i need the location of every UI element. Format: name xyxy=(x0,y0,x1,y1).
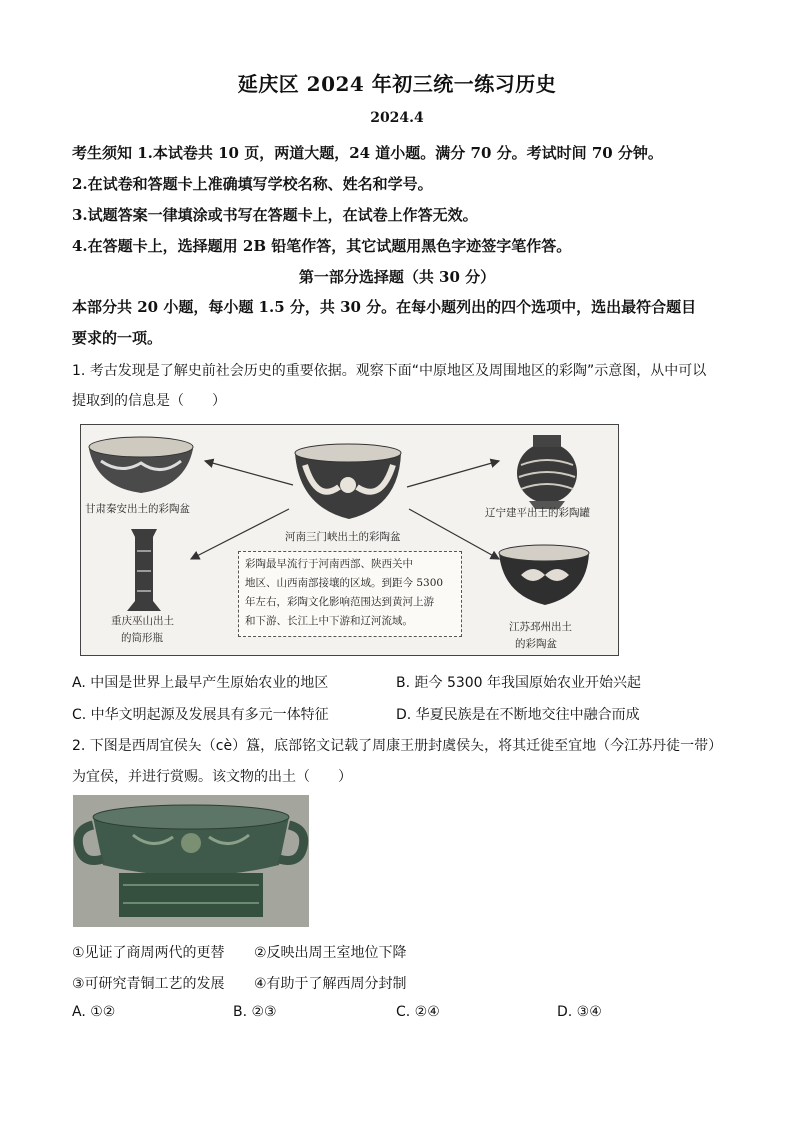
bronze-gui-photo xyxy=(73,795,309,927)
note-line: 彩陶最早流行于河南西部、陕西关中 xyxy=(245,558,413,570)
instruction-4: 4.在答题卡上，选择题用 2B 铅笔作答，其它试题用黑色字迹签字笔作答。 xyxy=(72,237,572,255)
jiangsu-basin-icon xyxy=(499,545,589,605)
exam-title: 延庆区 2024 年初三统一练习历史 xyxy=(237,72,557,96)
pottery-diagram xyxy=(80,424,619,656)
caption-jiangsu-line1: 江苏邳州出土 xyxy=(509,621,572,633)
q1-option-c[interactable]: C. 中华文明起源及发展具有多元一体特征 xyxy=(72,707,329,723)
q1-option-a[interactable]: A. 中国是世界上最早产生原始农业的地区 xyxy=(72,675,329,691)
pottery-note-box xyxy=(238,551,462,637)
instruction-3: 3.试题答案一律填涂或书写在答题卡上，在试卷上作答无效。 xyxy=(72,206,478,224)
chongqing-vase-icon xyxy=(127,529,161,611)
q1-option-b[interactable]: B. 距今 5300 年我国原始农业开始兴起 xyxy=(396,675,642,691)
q2-statement-3: ③可研究青铜工艺的发展 xyxy=(72,976,225,992)
arrow-to-gansu xyxy=(205,461,293,485)
q1-option-d[interactable]: D. 华夏民族是在不断地交往中融合而成 xyxy=(396,707,640,723)
part1-desc-line2: 要求的一项。 xyxy=(72,329,163,347)
q2-stem-line1: 2. 下图是西周宜侯夨（cè）簋，底部铭文记载了周康王册封虞侯夨，将其迁徙至宜地（今江苏丹徒一带） xyxy=(72,738,723,754)
q2-statement-4: ④有助于了解西周分封制 xyxy=(254,976,407,992)
liaoning-jar-icon xyxy=(517,435,577,509)
note-line: 地区、山西南部接壤的区域。到距今 5300 xyxy=(245,577,444,589)
caption-chongqing-line1: 重庆巫山出土 xyxy=(111,615,174,627)
instruction-1: 考生须知 1.本试卷共 10 页，两道大题，24 道小题。满分 70 分。考试时间 70 分钟。 xyxy=(72,144,663,162)
part1-heading: 第一部分选择题（共 30 分） xyxy=(298,268,496,286)
q2-option-d[interactable]: D. ③④ xyxy=(557,1004,602,1020)
q2-statement-2: ②反映出周王室地位下降 xyxy=(254,945,407,961)
caption-jiangsu-line2: 的彩陶盆 xyxy=(515,638,557,650)
q2-statement-1: ①见证了商周两代的更替 xyxy=(72,945,225,961)
q2-option-a[interactable]: A. ①② xyxy=(72,1004,116,1020)
q2-option-c[interactable]: C. ②④ xyxy=(396,1004,440,1020)
part1-desc-line1: 本部分共 20 小题，每小题 1.5 分，共 30 分。在每小题列出的四个选项中，选出最符合题目 xyxy=(72,298,697,316)
note-line: 和下游、长江上中下游和辽河流域。 xyxy=(245,615,413,627)
caption-henan: 河南三门峡出土的彩陶盆 xyxy=(285,531,401,543)
q1-stem-line2: 提取到的信息是（ ） xyxy=(72,393,226,409)
caption-chongqing-line2: 的筒形瓶 xyxy=(121,632,163,644)
gansu-basin-icon xyxy=(89,437,193,493)
henan-basin-icon xyxy=(295,444,401,519)
q2-stem-line2: 为宜侯，并进行赏赐。该文物的出土（ ） xyxy=(72,769,352,785)
q2-option-b[interactable]: B. ②③ xyxy=(233,1004,277,1020)
bronze-gui-illustration xyxy=(73,795,309,927)
exam-date: 2024.4 xyxy=(370,110,424,126)
caption-liaoning: 辽宁建平出土的彩陶罐 xyxy=(485,507,590,519)
note-line: 年左右，彩陶文化影响范围达到黄河上游 xyxy=(245,596,434,608)
caption-gansu: 甘肃秦安出土的彩陶盆 xyxy=(85,503,190,515)
q1-stem-line1: 1. 考古发现是了解史前社会历史的重要依据。观察下面“中原地区及周围地区的彩陶”示意图，从中可以 xyxy=(72,363,707,379)
arrow-to-liaoning xyxy=(407,461,499,487)
instruction-2: 2.在试卷和答题卡上准确填写学校名称、姓名和学号。 xyxy=(72,175,433,193)
